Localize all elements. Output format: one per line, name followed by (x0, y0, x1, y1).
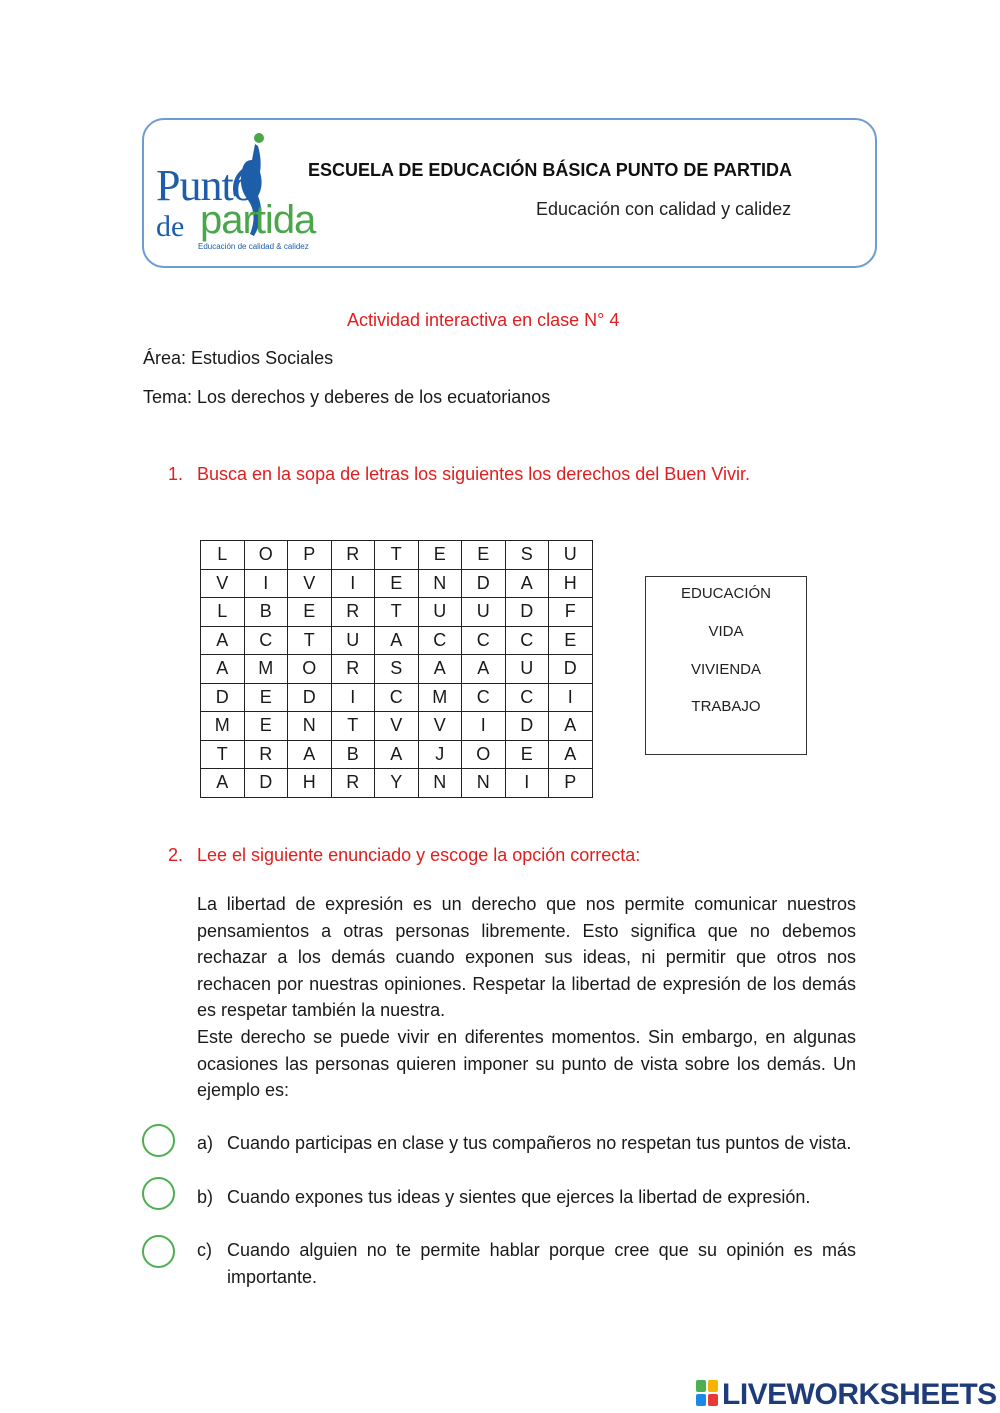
grid-cell: A (505, 569, 549, 598)
reading-passage (197, 891, 856, 1104)
grid-cell: D (505, 598, 549, 627)
grid-cell: A (375, 626, 419, 655)
grid-row (201, 769, 593, 798)
grid-cell: H (288, 769, 332, 798)
grid-cell: F (549, 598, 593, 627)
grid-cell: A (288, 740, 332, 769)
word-list-item: TRABAJO (691, 698, 761, 715)
grid-cell: P (549, 769, 593, 798)
grid-cell: L (201, 541, 245, 570)
school-logo (150, 130, 316, 255)
grid-cell: A (201, 769, 245, 798)
grid-cell: D (288, 683, 332, 712)
grid-cell: V (201, 569, 245, 598)
option-c (197, 1237, 856, 1290)
grid-cell: U (462, 598, 506, 627)
grid-cell: D (549, 655, 593, 684)
grid-cell: Y (375, 769, 419, 798)
grid-cell: S (505, 541, 549, 570)
logo-tagline: Educación de calidad & calidez (198, 242, 309, 251)
grid-row (201, 569, 593, 598)
option-c-label: c) (197, 1240, 212, 1260)
question-1 (168, 464, 750, 485)
grid-cell: C (375, 683, 419, 712)
grid-row (201, 712, 593, 741)
grid-cell: L (201, 598, 245, 627)
grid-cell: D (462, 569, 506, 598)
option-b-text: Cuando expones tus ideas y sientes que ejerces la libertad de expresión. (227, 1187, 811, 1207)
grid-cell: N (418, 769, 462, 798)
grid-cell: I (244, 569, 288, 598)
liveworksheets-wordmark: LIVEWORKSHEETS (722, 1378, 997, 1411)
grid-cell: A (462, 655, 506, 684)
grid-cell: V (288, 569, 332, 598)
grid-cell: U (549, 541, 593, 570)
grid-cell: S (375, 655, 419, 684)
grid-cell: E (505, 740, 549, 769)
grid-cell: T (288, 626, 332, 655)
word-search-grid (200, 540, 593, 798)
logo-word-punto: Punto (156, 161, 254, 210)
grid-cell: E (244, 712, 288, 741)
liveworksheets-logo-icon (696, 1380, 718, 1406)
grid-cell: T (331, 712, 375, 741)
grid-cell: N (418, 569, 462, 598)
grid-cell: H (549, 569, 593, 598)
grid-row (201, 626, 593, 655)
option-a-text: Cuando participas en clase y tus compañeros no respetan tus puntos de vista. (227, 1133, 852, 1153)
option-a-radio[interactable] (142, 1124, 175, 1157)
grid-cell: P (288, 541, 332, 570)
grid-cell: A (201, 626, 245, 655)
grid-cell: V (375, 712, 419, 741)
grid-row (201, 740, 593, 769)
grid-cell: C (505, 683, 549, 712)
grid-cell: A (375, 740, 419, 769)
question-2 (168, 845, 640, 866)
logo-word-partida: partida (200, 198, 316, 242)
grid-cell: D (201, 683, 245, 712)
question-1-number: 1. (168, 464, 184, 484)
grid-cell: A (418, 655, 462, 684)
grid-cell: C (462, 683, 506, 712)
word-list-item: EDUCACIÓN (680, 585, 771, 602)
question-2-text: Lee el siguiente enunciado y escoge la opción correcta: (197, 845, 641, 865)
option-b-label: b) (197, 1187, 214, 1207)
grid-cell: R (331, 541, 375, 570)
question-2-number: 2. (168, 845, 184, 865)
question-1-text: Busca en la sopa de letras los siguientes los derechos del Buen Vivir. (197, 464, 750, 484)
grid-cell: R (331, 598, 375, 627)
grid-row (201, 541, 593, 570)
grid-cell: I (549, 683, 593, 712)
grid-cell: C (418, 626, 462, 655)
grid-cell: U (331, 626, 375, 655)
grid-cell: N (288, 712, 332, 741)
grid-cell: T (375, 541, 419, 570)
grid-cell: E (244, 683, 288, 712)
grid-cell: D (244, 769, 288, 798)
option-a-label: a) (197, 1133, 214, 1153)
grid-cell: E (462, 541, 506, 570)
grid-cell: E (288, 598, 332, 627)
grid-cell: A (201, 655, 245, 684)
activity-title: Actividad interactiva en clase N° 4 (347, 310, 620, 330)
grid-cell: M (418, 683, 462, 712)
grid-cell: U (418, 598, 462, 627)
option-a (197, 1130, 856, 1157)
passage-paragraph-2: Este derecho se puede vivir en diferentes momentos. Sin embargo, en algunas ocasiones las personas quieren imponer su punto de vista sobre los demás. Un ejemplo es: (197, 1026, 856, 1101)
grid-cell: B (331, 740, 375, 769)
word-list-box (645, 576, 807, 755)
grid-cell: T (375, 598, 419, 627)
grid-cell: C (505, 626, 549, 655)
school-name: ESCUELA DE EDUCACIÓN BÁSICA PUNTO DE PARTIDA (308, 160, 793, 180)
grid-cell: R (331, 655, 375, 684)
grid-row (201, 683, 593, 712)
grid-cell: U (505, 655, 549, 684)
grid-cell: A (549, 740, 593, 769)
grid-cell: T (201, 740, 245, 769)
grid-cell: C (244, 626, 288, 655)
grid-cell: E (418, 541, 462, 570)
passage-paragraph-1: La libertad de expresión es un derecho que nos permite comunicar nuestros pensamientos a otras personas libremente. Esto significa que no debemos rechazar a los demás cuando exponen sus ideas, ni permitir que otros nos rechacen por nuestras opiniones. Respetar la libertad de expresión de los demás es respetar también la nuestra. (197, 894, 856, 1021)
subject-area: Área: Estudios Sociales (143, 348, 334, 368)
option-c-radio[interactable] (142, 1235, 175, 1268)
grid-cell: M (201, 712, 245, 741)
option-c-text: Cuando alguien no te permite hablar porque cree que su opinión es más importante. (227, 1240, 856, 1287)
grid-cell: E (549, 626, 593, 655)
word-list-item: VIDA (708, 623, 744, 640)
school-motto: Educación con calidad y calidez (536, 199, 792, 219)
logo-word-de: de (156, 210, 185, 243)
option-b (197, 1184, 856, 1211)
grid-cell: O (462, 740, 506, 769)
grid-cell: N (462, 769, 506, 798)
grid-cell: J (418, 740, 462, 769)
grid-cell: O (288, 655, 332, 684)
topic: Tema: Los derechos y deberes de los ecuatorianos (143, 387, 551, 407)
grid-cell: C (462, 626, 506, 655)
grid-cell: O (244, 541, 288, 570)
word-list-item: VIVIENDA (690, 661, 762, 678)
grid-cell: E (375, 569, 419, 598)
grid-cell: I (331, 683, 375, 712)
grid-cell: R (331, 769, 375, 798)
option-b-radio[interactable] (142, 1177, 175, 1210)
grid-cell: B (244, 598, 288, 627)
grid-cell: A (549, 712, 593, 741)
grid-row (201, 655, 593, 684)
grid-cell: V (418, 712, 462, 741)
grid-cell: M (244, 655, 288, 684)
grid-cell: I (462, 712, 506, 741)
grid-row (201, 598, 593, 627)
grid-cell: I (505, 769, 549, 798)
grid-cell: R (244, 740, 288, 769)
grid-cell: I (331, 569, 375, 598)
grid-cell: D (505, 712, 549, 741)
